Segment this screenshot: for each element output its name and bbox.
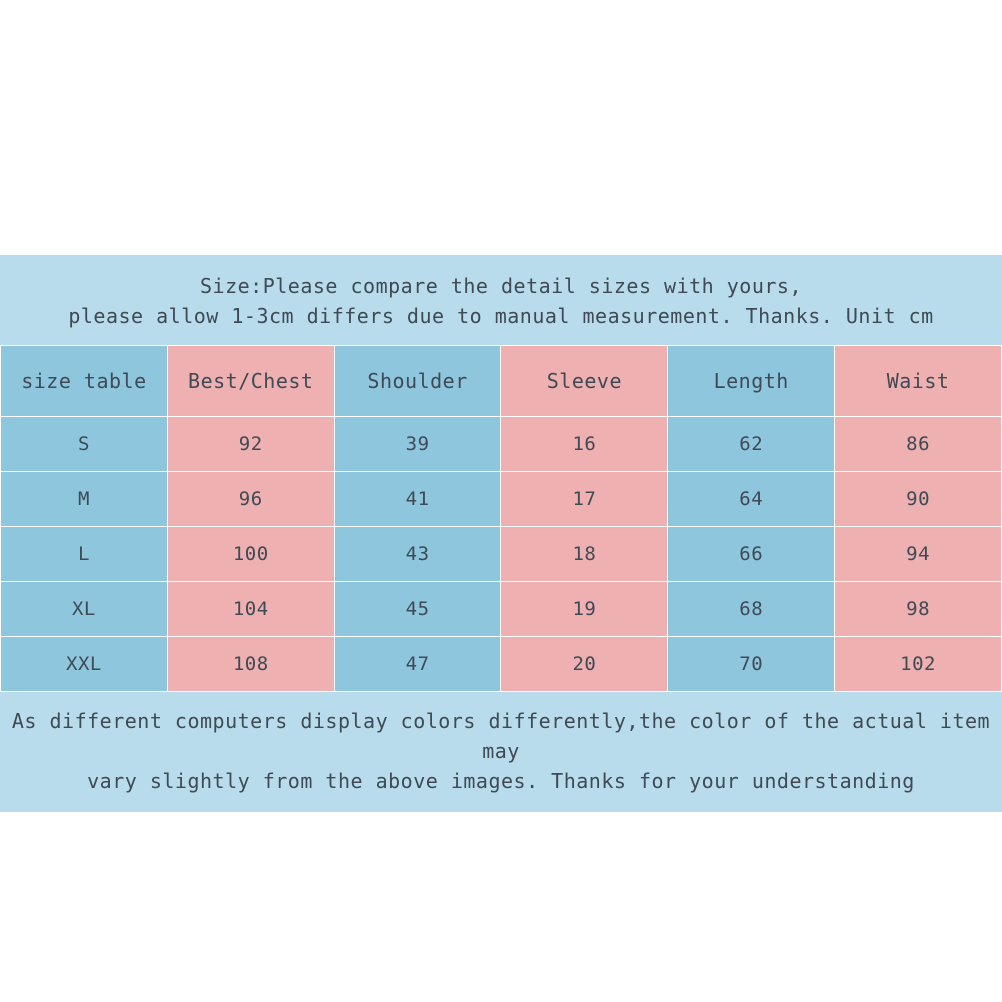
color-disclaimer-line-2: vary slightly from the above images. Thanks for your understanding (87, 769, 915, 793)
cell-sleeve: 17 (501, 472, 668, 527)
cell-sleeve: 19 (501, 582, 668, 637)
column-header-size-table: size table (1, 346, 168, 417)
cell-length: 64 (668, 472, 835, 527)
measurement-note-line-2: please allow 1-3cm differs due to manual measurement. Thanks. Unit cm (68, 304, 934, 328)
table-row (1, 417, 1002, 472)
cell-waist: 90 (835, 472, 1002, 527)
cell-size: XL (1, 582, 168, 637)
cell-length: 62 (668, 417, 835, 472)
cell-waist: 86 (835, 417, 1002, 472)
cell-chest: 100 (167, 527, 334, 582)
color-disclaimer-note (0, 692, 1002, 812)
table-row (1, 637, 1002, 692)
column-header-shoulder: Shoulder (334, 346, 501, 417)
size-table (0, 345, 1002, 692)
table-row (1, 582, 1002, 637)
cell-size: XXL (1, 637, 168, 692)
column-header-waist: Waist (835, 346, 1002, 417)
cell-waist: 98 (835, 582, 1002, 637)
cell-shoulder: 47 (334, 637, 501, 692)
size-chart-panel (0, 255, 1002, 812)
table-header-row (1, 346, 1002, 417)
cell-chest: 104 (167, 582, 334, 637)
cell-chest: 96 (167, 472, 334, 527)
cell-shoulder: 45 (334, 582, 501, 637)
cell-chest: 92 (167, 417, 334, 472)
cell-length: 66 (668, 527, 835, 582)
cell-waist: 102 (835, 637, 1002, 692)
cell-shoulder: 43 (334, 527, 501, 582)
table-row (1, 472, 1002, 527)
cell-sleeve: 20 (501, 637, 668, 692)
table-row (1, 527, 1002, 582)
cell-length: 70 (668, 637, 835, 692)
color-disclaimer-line-1: As different computers display colors differently,the color of the actual item may (11, 709, 991, 763)
cell-shoulder: 41 (334, 472, 501, 527)
cell-shoulder: 39 (334, 417, 501, 472)
cell-sleeve: 16 (501, 417, 668, 472)
cell-size: L (1, 527, 168, 582)
cell-chest: 108 (167, 637, 334, 692)
measurement-note-line-1: Size:Please compare the detail sizes with yours, (200, 274, 802, 298)
column-header-sleeve: Sleeve (501, 346, 668, 417)
cell-waist: 94 (835, 527, 1002, 582)
cell-size: S (1, 417, 168, 472)
cell-length: 68 (668, 582, 835, 637)
measurement-note (0, 255, 1002, 345)
column-header-chest: Best/Chest (167, 346, 334, 417)
cell-size: M (1, 472, 168, 527)
column-header-length: Length (668, 346, 835, 417)
cell-sleeve: 18 (501, 527, 668, 582)
